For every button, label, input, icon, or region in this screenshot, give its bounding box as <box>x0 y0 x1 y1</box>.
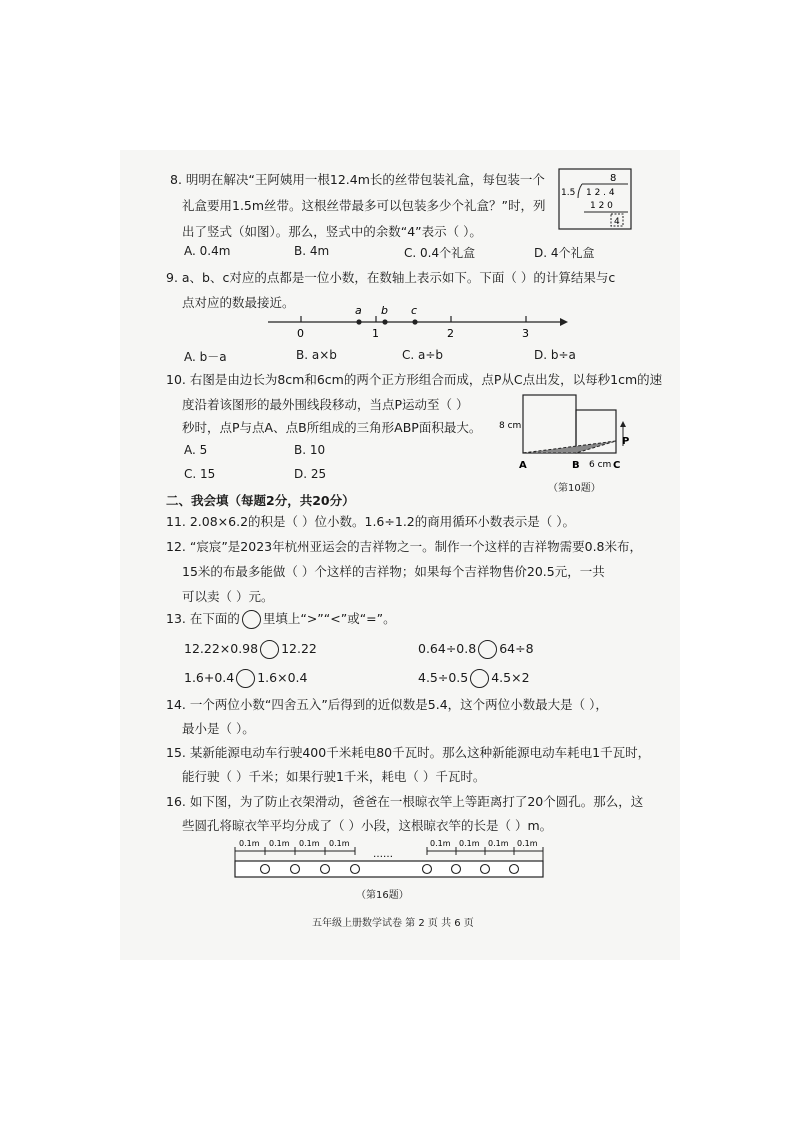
q13-tail: 里填上“>”“<”或“=”。 <box>262 611 396 626</box>
q10-line3: 秒时，点P与点A、点B所组成的三角形ABP面积最大。 <box>182 420 482 435</box>
q11-line1: 11. 2.08×6.2的积是（ ）位小数。1.6÷1.2的商用循环小数表示是（ ）。 <box>166 514 575 529</box>
q10-squares-figure <box>498 390 638 475</box>
compare-circle[interactable] <box>470 669 489 688</box>
tick-3: 3 <box>522 327 529 340</box>
segment-label: 0.1m <box>459 839 480 848</box>
q13-item-2 <box>418 637 534 661</box>
segment-label: 0.1m <box>239 839 260 848</box>
q8-division-figure <box>558 168 632 230</box>
remainder: 4 <box>614 217 620 227</box>
q13-item-3 <box>184 666 307 690</box>
q9-option-c: C. a÷b <box>402 348 444 362</box>
segment-label: 0.1m <box>488 839 509 848</box>
q12-line3: 可以卖（ ）元。 <box>182 589 274 604</box>
q13-item-2-left: 0.64÷0.8 <box>418 641 477 656</box>
q13-item-3-left: 1.6+0.4 <box>184 670 235 685</box>
q14-line1: 14. 一个两位小数“四舍五入”后得到的近似数是5.4，这个两位小数最大是（ ）， <box>166 697 608 712</box>
point-C: C <box>613 460 621 471</box>
q10-option-d: D. 25 <box>294 467 327 481</box>
q13-item-1 <box>184 637 317 661</box>
q9-option-d: D. b÷a <box>534 348 576 362</box>
q13-item-1-left: 12.22×0.98 <box>184 641 259 656</box>
q10-caption: （第10题） <box>548 483 601 494</box>
label-8cm: 8 cm <box>499 421 522 431</box>
q12-line1: 12. “宸宸”是2023年杭州亚运会的吉祥物之一。制作一个这样的吉祥物需要0.8米布， <box>166 539 642 554</box>
q9-number-line <box>262 300 572 344</box>
divisor: 1.5 <box>561 188 576 198</box>
q13-item-1-right: 12.22 <box>281 641 317 656</box>
q15-line2: 能行驶（ ）千米；如果行驶1千米，耗电（ ）千瓦时。 <box>182 769 486 784</box>
q10-option-b: B. 10 <box>294 443 326 457</box>
point-P: P <box>622 436 630 447</box>
quotient: 8 <box>610 173 617 184</box>
q9-line2: 点对应的数最接近。 <box>182 295 295 310</box>
tick-0: 0 <box>297 327 304 340</box>
point-B: B <box>572 460 580 471</box>
point-A: A <box>519 460 527 471</box>
q8-option-d: D. 4个礼盒 <box>534 246 595 260</box>
compare-circle[interactable] <box>260 640 279 659</box>
q9-line1: 9. a、b、c对应的点都是一位小数，在数轴上表示如下。下面（ ）的计算结果与c <box>166 270 616 285</box>
q9-option-a: A. b－a <box>184 350 227 364</box>
q10-line1: 10. 右图是由边长为8cm和6cm的两个正方形组合而成，点P从C点出发，以每秒1cm的速 <box>166 372 663 387</box>
q13-item-4 <box>418 666 530 690</box>
q16-clothes-pole-figure <box>230 835 548 885</box>
q10-option-c: C. 15 <box>184 467 216 481</box>
q8-option-a: A. 0.4m <box>184 244 231 258</box>
q13-item-4-right: 4.5×2 <box>491 670 530 685</box>
q16-line2: 些圆孔将晾衣竿平均分成了（ ）小段，这根晾衣竿的长是（ ）m。 <box>182 818 553 833</box>
section-2-title: 二、我会填（每题2分，共20分） <box>166 493 355 508</box>
circle-icon <box>242 610 261 629</box>
q8-option-b: B. 4m <box>294 244 330 258</box>
q14-line2: 最小是（ ）。 <box>182 721 255 736</box>
q10-line2: 度沿着该图形的最外围线段移动，当点P运动至（ ） <box>182 397 469 412</box>
q8-line2: 礼盒要用1.5m丝带。这根丝带最多可以包装多少个礼盒？”时，列 <box>182 198 546 213</box>
segment-label: 0.1m <box>329 839 350 848</box>
q13-item-3-right: 1.6×0.4 <box>257 670 308 685</box>
q13-item-4-left: 4.5÷0.5 <box>418 670 469 685</box>
ellipsis: …… <box>373 849 393 860</box>
tick-2: 2 <box>447 327 454 340</box>
q12-line2: 15米的布最多能做（ ）个这样的吉祥物；如果每个吉祥物售价20.5元，一共 <box>182 564 605 579</box>
q16-caption: （第16题） <box>356 890 409 901</box>
tick-1: 1 <box>372 327 379 340</box>
point-a: a <box>355 304 362 317</box>
dividend: 1 2 . 4 <box>586 188 615 198</box>
segment-label: 0.1m <box>269 839 290 848</box>
q8-option-c: C. 0.4个礼盒 <box>404 246 476 260</box>
q10-option-a: A. 5 <box>184 443 208 457</box>
point-c: c <box>411 304 418 317</box>
segment-label: 0.1m <box>299 839 320 848</box>
q8-line1: 8. 明明在解决“王阿姨用一根12.4m长的丝带包装礼盒，每包装一个 <box>170 172 545 187</box>
q8-line3: 出了竖式（如图）。那么，竖式中的余数“4”表示（ ）。 <box>182 224 482 239</box>
segment-label: 0.1m <box>430 839 451 848</box>
label-6cm: 6 cm <box>589 460 612 470</box>
q15-line1: 15. 某新能源电动车行驶400千米耗电80千瓦时。那么这种新能源电动车耗电1千瓦时， <box>166 745 651 760</box>
compare-circle[interactable] <box>478 640 497 659</box>
q9-option-b: B. a×b <box>296 348 337 362</box>
page-footer: 五年级上册数学试卷 第 2 页 共 6 页 <box>312 918 474 929</box>
q16-line1: 16. 如下图，为了防止衣架滑动，爸爸在一根晾衣竿上等距离打了20个圆孔。那么，这 <box>166 794 644 809</box>
q13-lead: 13. 在下面的 <box>166 611 240 626</box>
segment-label: 0.1m <box>517 839 538 848</box>
point-b: b <box>381 304 388 317</box>
product: 1 2 0 <box>590 201 613 211</box>
q13-line1 <box>166 607 396 631</box>
q13-item-2-right: 64÷8 <box>499 641 534 656</box>
compare-circle[interactable] <box>236 669 255 688</box>
